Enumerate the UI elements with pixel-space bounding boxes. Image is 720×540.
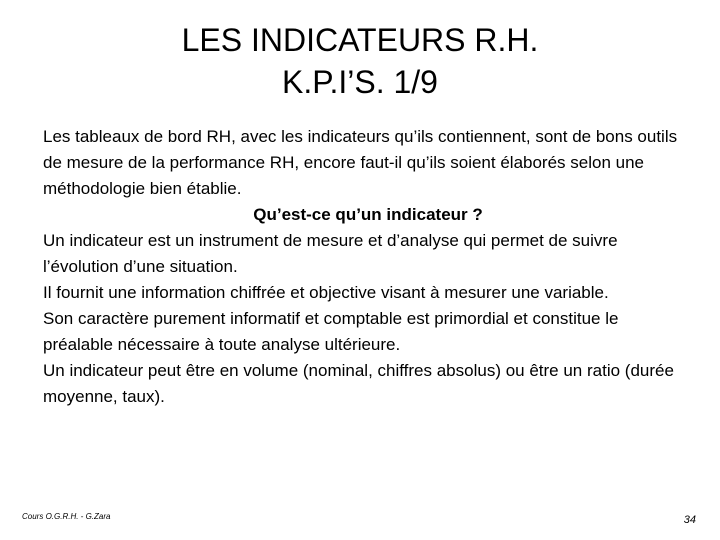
slide-title	[60, 20, 660, 103]
paragraph-intro: Les tableaux de bord RH, avec les indicateurs qu’ils contiennent, sont de bons outils de mesure de la performance RH, encore faut-il qu’ils soient élaborés selon une méthodologie bien établie.	[43, 127, 678, 198]
page-number: 34	[683, 514, 696, 526]
paragraph-question: Qu’est-ce qu’un indicateur ?	[253, 205, 483, 224]
paragraph-types: Un indicateur peut être en volume (nominal, chiffres absolus) ou être un ratio (durée moyenne, taux).	[43, 361, 674, 406]
footer-course-credit: Cours O.G.R.H. - G.Zara	[22, 512, 111, 521]
slide-body	[43, 124, 693, 410]
slide-title-line-1: LES INDICATEURS R.H.	[181, 22, 539, 58]
paragraph-character: Son caractère purement informatif et comptable est primordial et constitue le préalable nécessaire à toute analyse ultérieure.	[43, 309, 619, 354]
paragraph-information: Il fournit une information chiffrée et objective visant à mesurer une variable.	[43, 283, 609, 302]
paragraph-definition: Un indicateur est un instrument de mesure et d’analyse qui permet de suivre l’évolution d’une situation.	[43, 231, 618, 276]
slide-title-line-2: K.P.I’S. 1/9	[282, 63, 438, 100]
